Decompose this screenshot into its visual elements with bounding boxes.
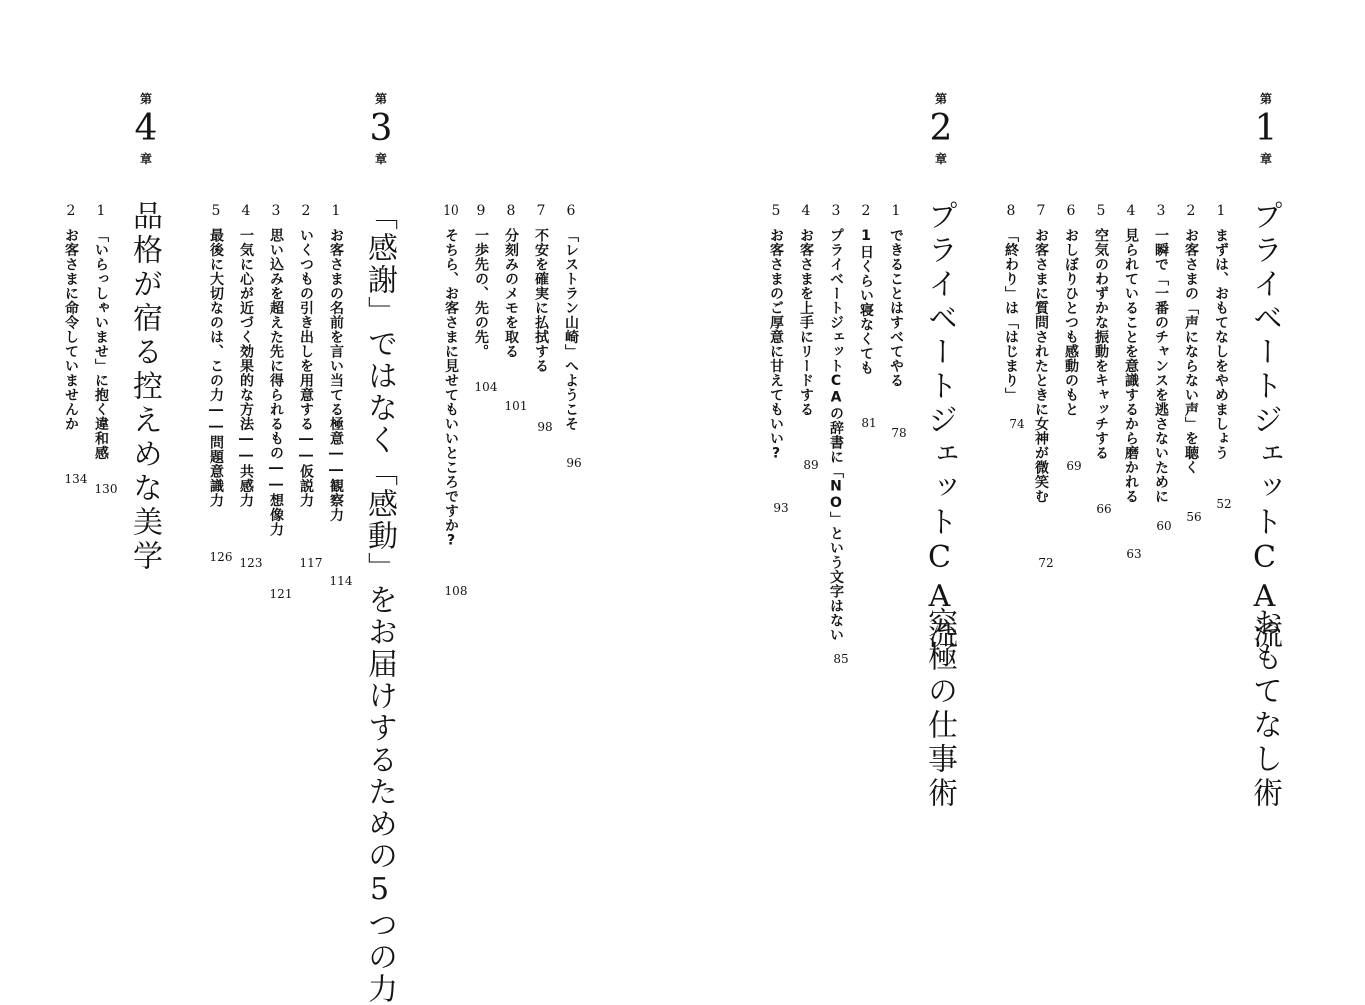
toc-entry[interactable]: 1まずは、おもてなしをやめましょう (1213, 204, 1229, 460)
toc-entry[interactable]: 9一歩先の、先の先。 (473, 204, 489, 359)
chapter-label: 第 (1259, 92, 1272, 106)
toc-entry[interactable]: 1「いらっしゃいませ」に抱く違和感 (93, 204, 109, 460)
chapter-1-title-main: プライベートジェットCA流 (1247, 200, 1282, 652)
toc-entry[interactable]: 6おしぼりひとつも感動のもと (1063, 204, 1079, 417)
toc-entry[interactable]: 1できることはすべてやる (888, 204, 904, 388)
page-number: 130 (94, 482, 118, 496)
page-number: 74 (1009, 417, 1025, 431)
toc-entry[interactable]: 3プライベートジェットCAの辞書に「NO」という文字はない (828, 204, 844, 642)
toc-entry[interactable]: 7お客さまに質問されたときに女神が微笑む (1033, 204, 1049, 504)
page-number: 96 (566, 456, 582, 470)
toc-entry[interactable]: 5空気のわずかな振動をキャッチする (1093, 204, 1109, 460)
chapter-number: 3 (369, 108, 393, 149)
page-number: 114 (329, 574, 353, 588)
chapter-label: 章 (1259, 152, 1272, 166)
page-number: 134 (64, 472, 88, 486)
page-number: 52 (1216, 497, 1232, 511)
toc-entry[interactable]: 4お客さまを上手にリードする (798, 204, 814, 417)
chapter-4-header (131, 92, 161, 166)
toc-entry[interactable]: 8分刻みのメモを取る (503, 204, 519, 359)
chapter-label: 章 (139, 152, 152, 166)
page-number: 89 (803, 458, 819, 472)
page-number: 121 (269, 587, 293, 601)
chapter-3-header (366, 92, 396, 166)
toc-entry[interactable]: 21日くらい寝なくても (858, 204, 874, 375)
chapter-label: 第 (139, 92, 152, 106)
chapter-number: 4 (134, 108, 158, 149)
toc-entry[interactable]: 1お客さまの名前を言い当てる極意――観察力 (328, 204, 344, 522)
chapter-label: 第 (374, 92, 387, 106)
page-number: 104 (474, 380, 498, 394)
page-number: 72 (1038, 556, 1054, 570)
toc-entry[interactable]: 2いくつもの引き出しを用意する――仮説力 (298, 204, 314, 508)
chapter-2-header (926, 92, 956, 166)
page-number: 66 (1096, 502, 1112, 516)
toc-entry[interactable]: 5お客さまのご厚意に甘えてもいい? (768, 204, 784, 462)
toc-entry[interactable]: 8「終わり」は「はじまり」 (1003, 204, 1019, 402)
page-number: 101 (504, 399, 528, 413)
page-number: 85 (833, 652, 849, 666)
toc-entry[interactable]: 4一気に心が近づく効果的な方法――共感力 (238, 204, 254, 508)
chapter-number: 2 (929, 108, 953, 149)
toc-entry[interactable]: 5最後に大切なのは、この力――問題意識力 (208, 204, 224, 508)
toc-entry[interactable]: 4見られていることを意識するから磨かれる (1123, 204, 1139, 504)
chapter-label: 章 (934, 152, 947, 166)
page-number: 93 (773, 501, 789, 515)
page-number: 117 (299, 556, 323, 570)
chapter-label: 章 (374, 152, 387, 166)
page-number: 123 (239, 556, 263, 570)
chapter-label: 第 (934, 92, 947, 106)
chapter-4-title: 品格が宿る控えめな美学 (127, 200, 162, 574)
page-number: 63 (1126, 547, 1142, 561)
page-number: 69 (1066, 459, 1082, 473)
toc-entry[interactable]: 6「レストラン山崎」へようこそ (563, 204, 579, 431)
page-number: 81 (861, 416, 877, 430)
page-number: 126 (209, 550, 233, 564)
chapter-3-title: 「感謝」ではなく「感動」をお届けするための5つの力 (362, 200, 397, 1005)
chapter-number: 1 (1254, 108, 1278, 149)
toc-entry[interactable]: 7不安を確実に払拭する (533, 204, 549, 373)
page-number: 56 (1186, 510, 1202, 524)
chapter-1-title-sub: おもてなし術 (1247, 607, 1282, 811)
toc-entry[interactable]: 2お客さまの「声にならない声」を聴く (1183, 204, 1199, 475)
page-number: 108 (444, 584, 468, 598)
toc-entry[interactable]: 2お客さまに命令していませんか (63, 204, 79, 431)
toc-entry[interactable]: 3思い込みを超えた先に得られるもの――想像力 (268, 204, 284, 537)
chapter-1-header (1251, 92, 1281, 166)
chapter-2-title-sub: 究極の仕事術 (922, 607, 957, 811)
chapter-2-title-main: プライベートジェットCA流 (922, 200, 957, 652)
page-number: 78 (891, 426, 907, 440)
toc-entry[interactable]: 10そちら、お客さまに見せてもいいところですか? (443, 204, 459, 549)
page-number: 60 (1156, 519, 1172, 533)
page-number: 98 (537, 420, 553, 434)
toc-entry[interactable]: 3一瞬で「一番のチャンスを逃さないために (1153, 204, 1169, 504)
